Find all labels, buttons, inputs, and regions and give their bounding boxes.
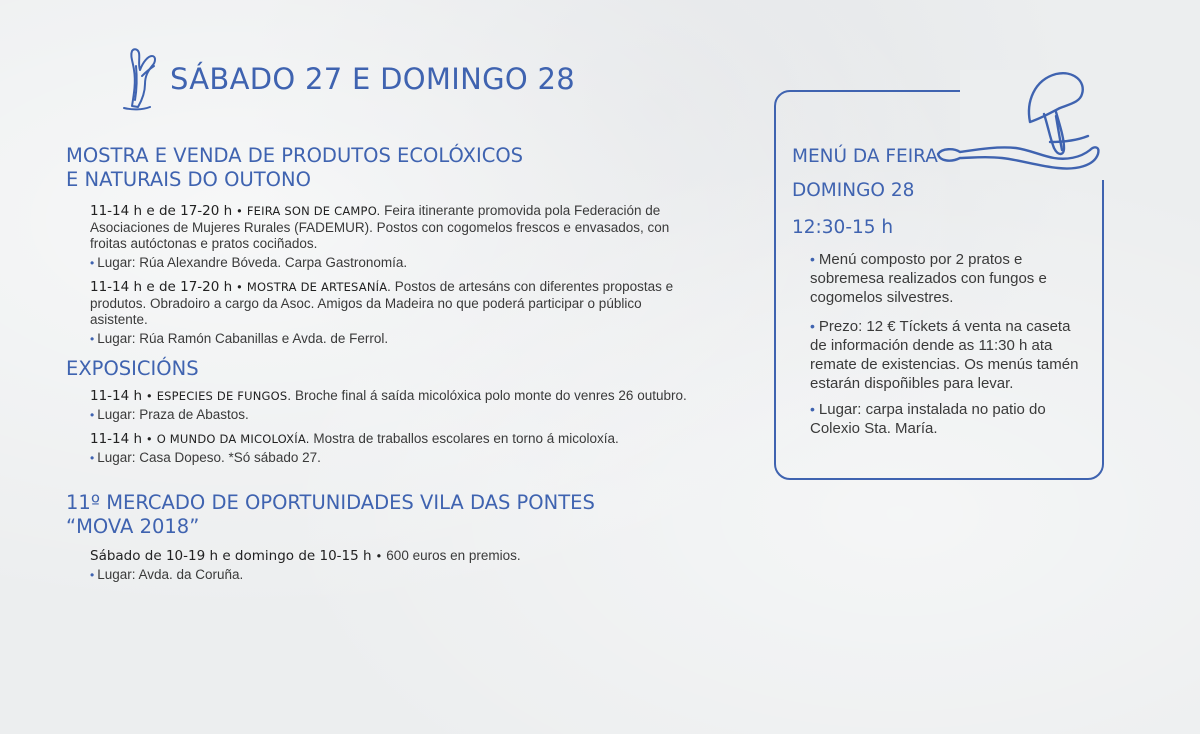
location-text: Lugar: Rúa Alexandre Bóveda. Carpa Gastronomía. <box>97 254 408 270</box>
section-heading-mercado <box>66 491 595 539</box>
menu-item <box>810 317 1080 393</box>
event-name: MOSTRA DE ARTESANÍA. <box>246 280 391 294</box>
bullet-icon: • <box>90 331 95 346</box>
section-heading-line: MOSTRA E VENDA DE PRODUTOS ECOLÓXICOS <box>66 144 524 167</box>
bullet-icon: • <box>90 567 95 582</box>
event-separator: • <box>235 204 247 218</box>
bullet-icon: • <box>810 401 815 417</box>
event-location <box>90 450 690 467</box>
event-separator: • <box>235 280 247 294</box>
section-heading-line: “MOVA 2018” <box>66 515 200 538</box>
bullet-icon: • <box>810 251 815 267</box>
event-name: ESPECIES DE FUNGOS. <box>156 389 292 403</box>
bullet-icon: • <box>90 450 95 465</box>
event-entry <box>90 548 690 583</box>
event-description: Broche final á saída micolóxica polo monte do venres 26 outubro. <box>295 388 687 403</box>
event-separator: • <box>145 389 157 403</box>
menu-heading: MENÚ DA FEIRA <box>792 146 938 167</box>
event-entry <box>90 388 690 423</box>
event-location <box>90 407 690 424</box>
event-time: 11-14 h <box>90 388 143 404</box>
bullet-icon: • <box>810 318 815 334</box>
bullet-icon: • <box>90 407 95 422</box>
page-title: SÁBADO 27 E DOMINGO 28 <box>170 62 575 96</box>
menu-item-text: Menú composto por 2 pratos e sobremesa realizados con fungos e cogomelos silvestres. <box>810 251 1047 306</box>
menu-time: 12:30-15 h <box>792 217 894 238</box>
bullet-icon: • <box>90 255 95 270</box>
event-location <box>90 567 690 584</box>
section-heading-exposicions <box>66 357 199 381</box>
event-description: Mostra de traballos escolares en torno á micoloxía. <box>313 431 619 446</box>
menu-day: DOMINGO 28 <box>792 180 915 201</box>
event-description: Postos de artesáns con diferentes propostas e produtos. Obradoiro a cargo da Asoc. Amigos da Madeira no que poderá participar o público asistente. <box>90 279 674 327</box>
event-time: 11-14 h e de 17-20 h <box>90 203 233 219</box>
event-time: 11-14 h e de 17-20 h <box>90 279 233 295</box>
section-heading-line: E NATURAIS DO OUTONO <box>66 168 311 191</box>
menu-item <box>810 400 1080 438</box>
mushroom-spoon-icon <box>930 62 1110 178</box>
event-description: 600 euros en premios. <box>386 548 521 563</box>
event-entry <box>90 203 690 271</box>
event-location <box>90 331 690 348</box>
event-separator: • <box>371 549 387 563</box>
location-text: Lugar: Avda. da Coruña. <box>97 566 244 582</box>
location-text: Lugar: Casa Dopeso. *Só sábado 27. <box>97 449 321 465</box>
section-heading-ecoloxicos <box>66 144 523 192</box>
event-description: Feira itinerante promovida pola Federación de Asociaciones de Mujeres Rurales (FADEMUR). Postos con cogomelos frescos e envasados, con froitas autóctonas e pratos cociñados. <box>90 203 670 251</box>
location-text: Lugar: Rúa Ramón Cabanillas e Avda. de Ferrol. <box>97 330 389 346</box>
event-time: Sábado de 10-19 h e domingo de 10-15 h <box>90 548 372 564</box>
section-heading-line: EXPOSICIÓNS <box>66 357 199 380</box>
section-heading-line: 11º MERCADO DE OPORTUNIDADES VILA DAS PONTES <box>66 491 595 514</box>
menu-item-text: Lugar: carpa instalada no patio do Colexio Sta. María. <box>810 401 1046 437</box>
event-entry <box>90 279 690 347</box>
event-name: O MUNDO DA MICOLOXÍA. <box>156 432 310 446</box>
event-time: 11-14 h <box>90 431 143 447</box>
location-text: Lugar: Praza de Abastos. <box>97 406 249 422</box>
event-separator: • <box>145 432 157 446</box>
menu-item-text: Prezo: 12 € Tíckets á venta na caseta de información dende as 11:30 h ata remate de existencias. Os menús tamén estarán dispoñibles para levar. <box>810 318 1079 392</box>
event-entry <box>90 431 690 466</box>
mushroom-cluster-icon <box>118 46 164 112</box>
event-location <box>90 255 690 272</box>
menu-item <box>810 250 1080 307</box>
event-name: FEIRA SON DE CAMPO. <box>246 204 381 218</box>
